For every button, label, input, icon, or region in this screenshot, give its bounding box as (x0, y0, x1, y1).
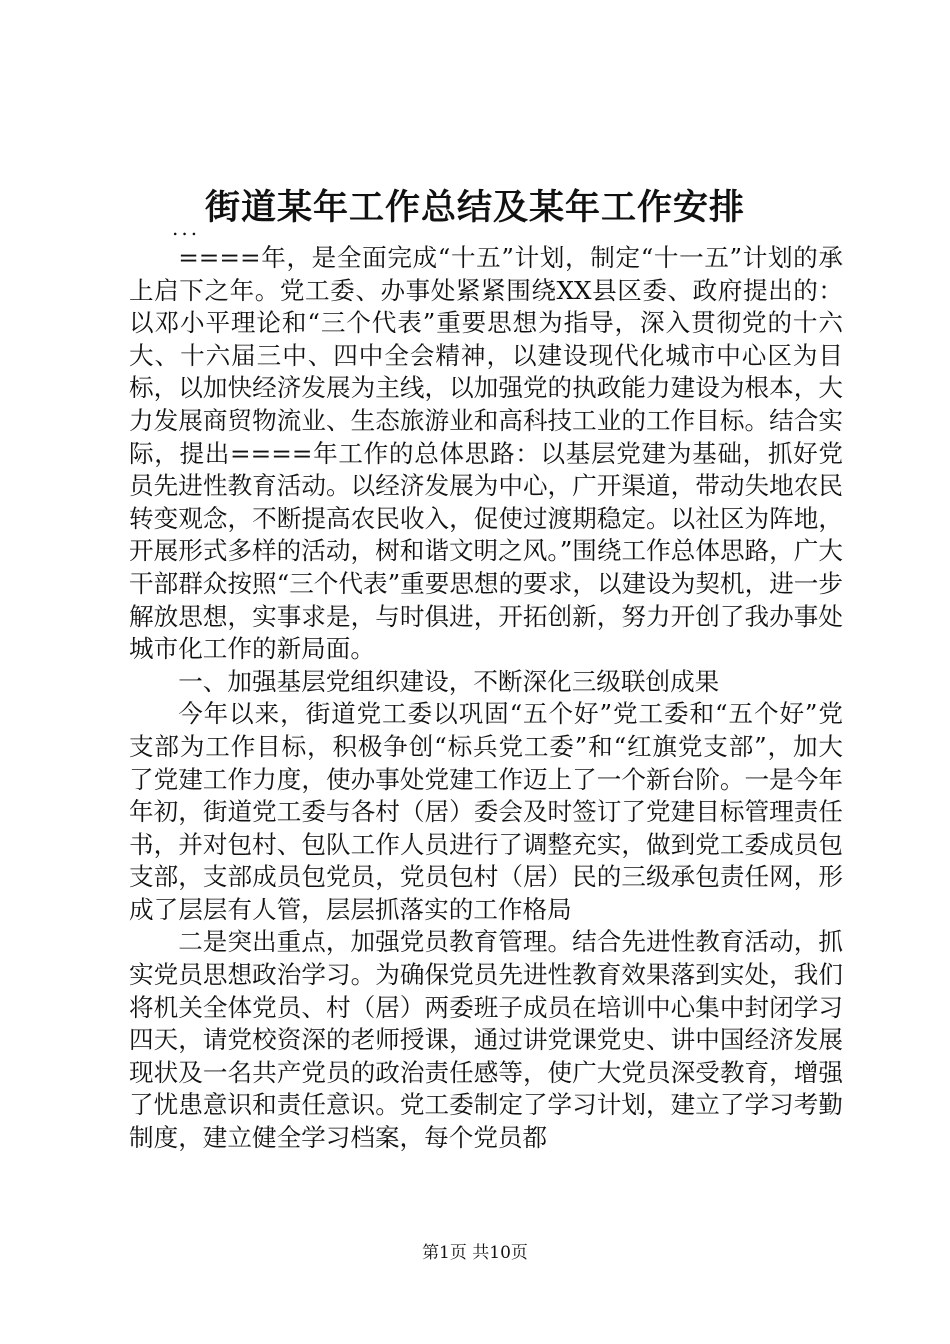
ellipsis-mark: ... (172, 216, 201, 240)
paragraph-section-1: 今年以来，街道党工委以巩固“五个好”党工委和“五个好”党支部为工作目标，积极争创“标兵党工委”和“红旗党支部”，加大了党建工作力度，使办事处党建工作迈上了一个新台阶。一是今年年初，街道党工委与各村（居）委会及时签订了党建目标管理责任书，并对包村、包队工作人员进行了调整充实，做到党工委成员包支部，支部成员包党员，党员包村（居）民的三级承包责任网，形成了层层有人管，层层抓落实的工作格局 (129, 699, 843, 924)
document-title: 街道某年工作总结及某年工作安排 (204, 188, 745, 228)
document-body (129, 242, 843, 1155)
page-footer: 第1页 共10页 (422, 1243, 528, 1263)
paragraph-intro: ====年，是全面完成“十五”计划，制定“十一五”计划的承上启下之年。党工委、办事处紧紧围绕XX县区委、政府提出的：以邓小平理论和“三个代表”重要思想为指导，深入贯彻党的十六大、十六届三中、四中全会精神，以建设现代化城市中心区为目标，以加快经济发展为主线，以加强党的执政能力建设为根本，大力发展商贸物流业、生态旅游业和高科技工业的工作目标。结合实际，提出====年工作的总体思路：以基层党建为基础，抓好党员先进性教育活动。以经济发展为中心，广开渠道，带动失地农民转变观念，不断提高农民收入，促使过渡期稳定。以社区为阵地，开展形式多样的活动，树和谐文明之风。”围绕工作总体思路，广大干部群众按照“三个代表”重要思想的要求，以建设为契机，进一步解放思想，实事求是，与时俱进，开拓创新，努力开创了我办事处城市化工作的新局面。 (129, 243, 843, 664)
section-heading-1: 一、加强基层党组织建设，不断深化三级联创成果 (178, 666, 720, 696)
paragraph-section-1-part-2: 二是突出重点，加强党员教育管理。结合先进性教育活动，抓实党员思想政治学习。为确保党员先进性教育效果落到实处，我们将机关全体党员、村（居）两委班子成员在培训中心集中封闭学习四天，请党校资深的老师授课，通过讲党课党史、讲中国经济发展现状及一名共产党员的政治责任感等，使广大党员深受教育，增强了忧患意识和责任意识。党工委制定了学习计划，建立了学习考勤制度，建立健全学习档案，每个党员都 (129, 927, 843, 1153)
